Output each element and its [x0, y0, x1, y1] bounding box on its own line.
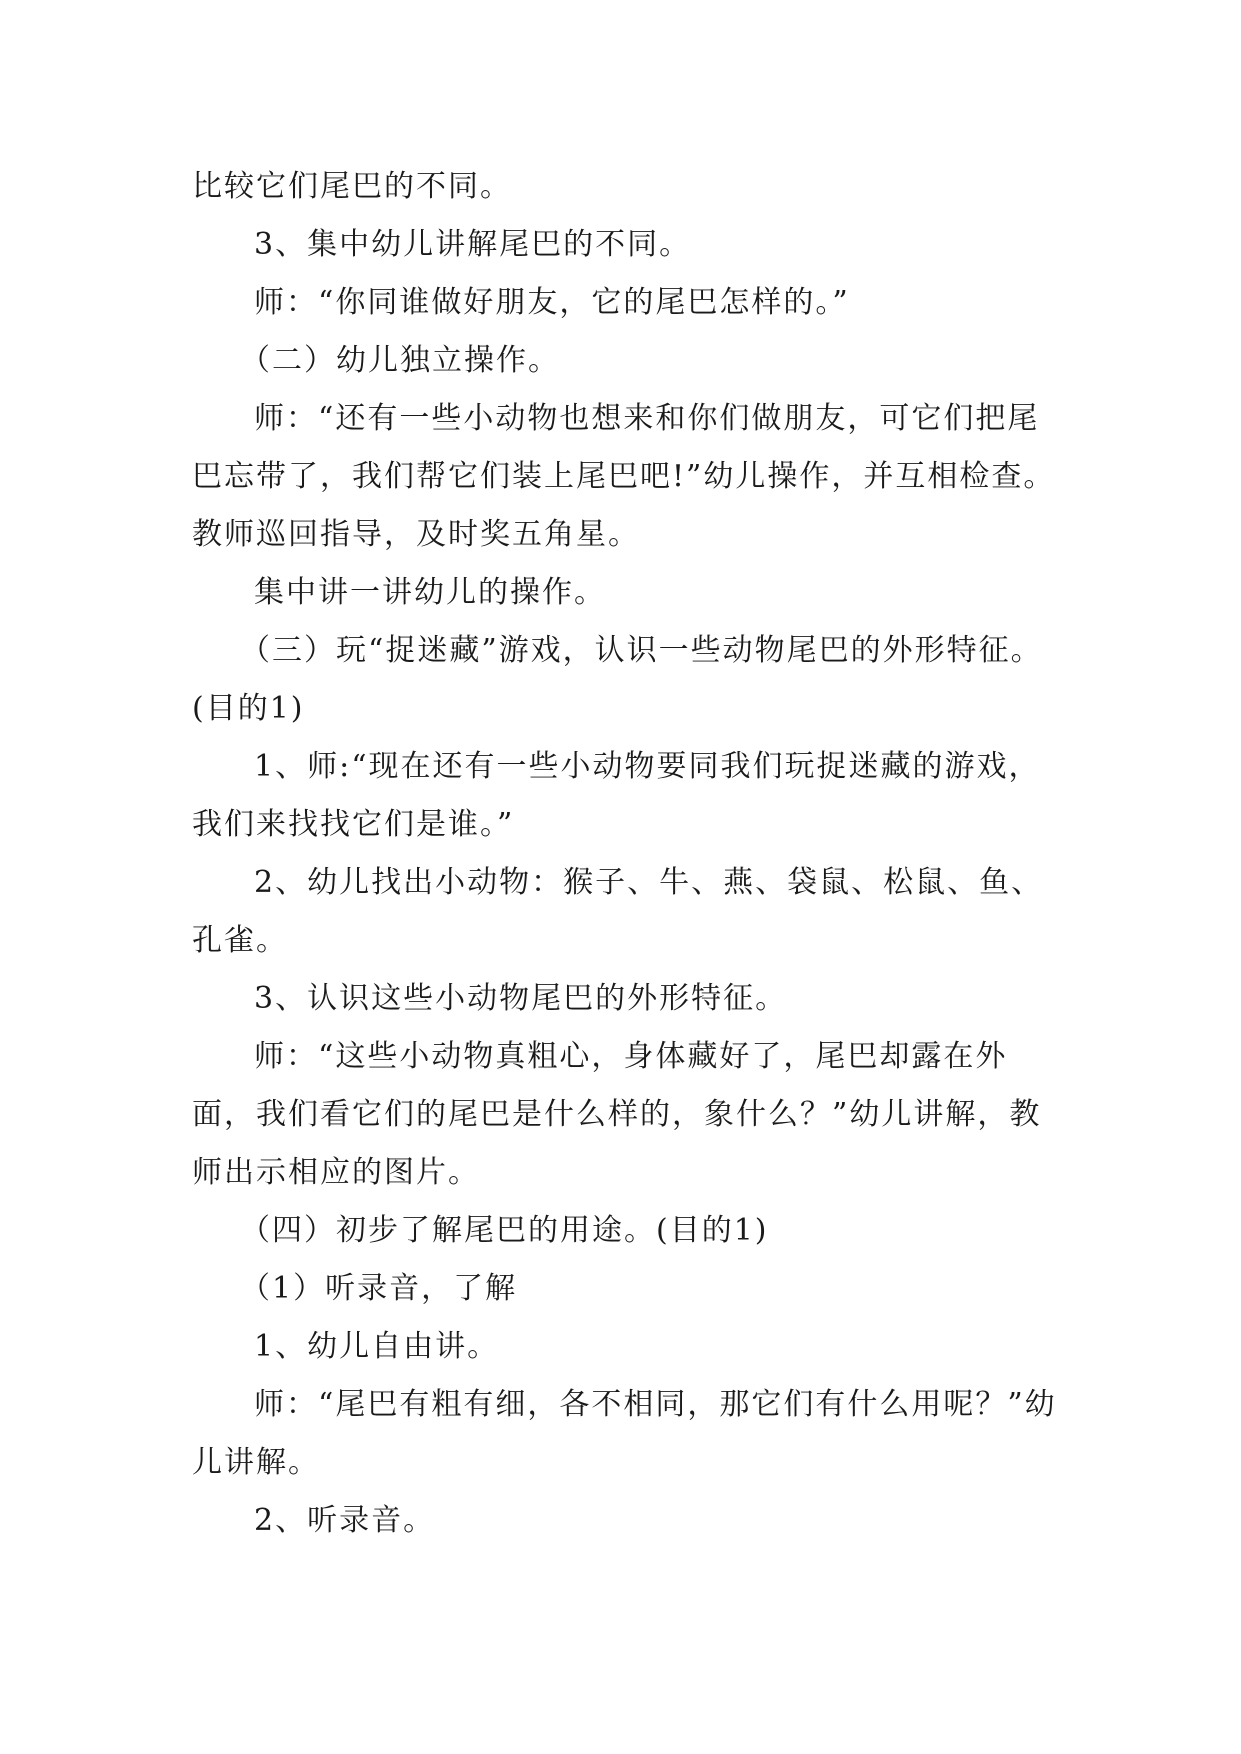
paragraph: 3、认识这些小动物尾巴的外形特征。	[254, 981, 788, 1016]
paragraph: 1、幼儿自由讲。	[254, 1329, 500, 1364]
paragraph: 集中讲一讲幼儿的操作。	[254, 575, 606, 610]
paragraph: 2、听录音。	[254, 1503, 436, 1538]
paragraph: 1、师:“现在还有一些小动物要同我们玩捉迷藏的游戏，我们来找找它们是谁。”	[192, 749, 1041, 842]
paragraph: 师：“这些小动物真粗心，身体藏好了，尾巴却露在外面，我们看它们的尾巴是什么样的，象什么？”幼儿讲解，教师出示相应的图片。	[192, 1039, 1042, 1190]
paragraph: 比较它们尾巴的不同。	[192, 169, 512, 204]
paragraph: 师：“你同谁做好朋友，它的尾巴怎样的。”	[254, 285, 850, 320]
section-heading: （四）初步了解尾巴的用途。(目的1)	[240, 1213, 769, 1248]
section-heading: （三）玩“捉迷藏”游戏，认识一些动物尾巴的外形特征。(目的1)	[192, 633, 1043, 726]
paragraph: 师：“尾巴有粗有细，各不相同，那它们有什么用呢？”幼儿讲解。	[192, 1387, 1057, 1480]
paragraph: 师：“还有一些小动物也想来和你们做朋友，可它们把尾巴忘带了，我们帮它们装上尾巴吧!”幼儿操作，并互相检查。教师巡回指导，及时奖五角星。	[192, 401, 1056, 552]
subsection-heading: （1）听录音，了解	[240, 1271, 518, 1306]
section-heading: （二）幼儿独立操作。	[240, 343, 560, 378]
paragraph: 3、集中幼儿讲解尾巴的不同。	[254, 227, 692, 262]
document-page	[192, 158, 1062, 1550]
paragraph: 2、幼儿找出小动物：猴子、牛、燕、袋鼠、松鼠、鱼、孔雀。	[192, 865, 1044, 958]
